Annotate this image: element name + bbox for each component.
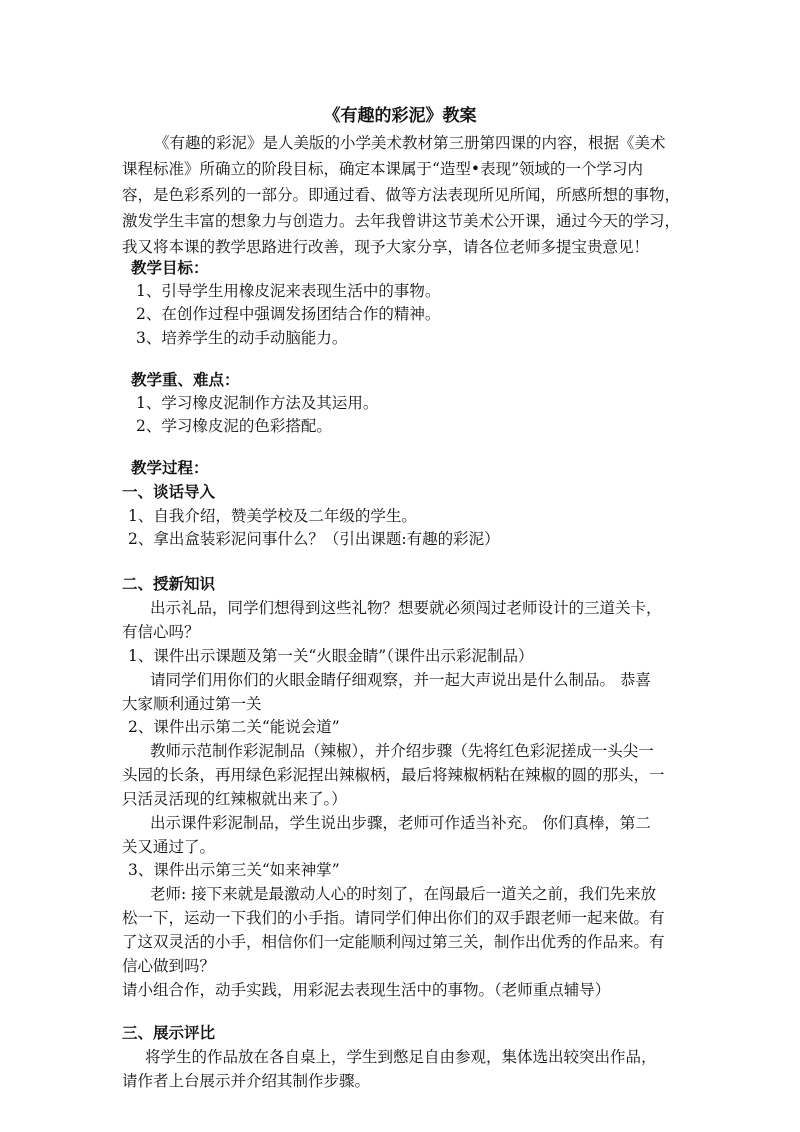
body-line: 出示课件彩泥制品，学生说出步骤，老师可作适当补充。 你们真棒，第二 xyxy=(150,814,651,832)
body-line: 将学生的作品放在各自桌上，学生到憋足自由参观，集体选出较突出作品， xyxy=(145,1048,657,1066)
intro-line: 激发学生丰富的想象力与创造力。去年我曾讲这节美术公开课，通过今天的学习， xyxy=(122,212,681,230)
body-line: 请同学们用你们的火眼金睛仔细观察，并一起大声说出是什么制品。 恭喜 xyxy=(150,671,651,689)
body-line: 了这双灵活的小手，相信你们一定能顺利闯过第三关，制作出优秀的作品来。有 xyxy=(122,933,665,951)
body-line: 2、课件出示第二关“能说会道” xyxy=(128,718,340,736)
body-line: 头园的长条，再用绿色彩泥捏出辣椒柄，最后将辣椒柄粘在辣椒的圆的那头，一 xyxy=(122,766,665,784)
body-line: 松一下，运动一下我们的小手指。请同学们伸出你们的双手跟老师一起来做。有 xyxy=(122,909,665,927)
body-line: 关又通过了。 xyxy=(122,838,216,856)
body-line: 信心做到吗？ xyxy=(122,957,216,975)
intro-line: 课程标准》所确立的阶段目标，确定本课属于“造型•表现”领域的一个学习内 xyxy=(122,160,643,178)
body-line: 有信心吗？ xyxy=(122,623,200,641)
document-title: 《有趣的彩泥》教案 xyxy=(323,106,477,126)
body-line: 只活灵活现的红辣椒就出来了。） xyxy=(122,790,347,808)
section-heading: 二、授新知识 xyxy=(122,574,216,593)
body-line: 请作者上台展示并介绍其制作步骤。 xyxy=(122,1072,371,1090)
intro-line: 容，是色彩系列的一部分。即通过看、做等方法表现所见所闻，所感所想的事物， xyxy=(122,186,681,204)
key-point-item: 1、学习橡皮泥制作方法及其运用。 xyxy=(136,394,379,412)
body-line: 大家顺利通过第一关 xyxy=(122,695,262,713)
list-item: 1、自我介绍，赞美学校及二年级的学生。 xyxy=(128,507,417,525)
body-line: 3、课件出示第三关“如来神掌” xyxy=(128,861,340,879)
goal-item: 2、在创作过程中强调发扬团结合作的精神。 xyxy=(136,305,441,323)
body-line: 请小组合作，动手实践，用彩泥去表现生活中的事物。（老师重点辅导） xyxy=(122,981,611,999)
list-item: 2、拿出盒装彩泥问事什么？（引出课题:有趣的彩泥） xyxy=(128,530,500,548)
goals-heading: 教学目标： xyxy=(131,258,209,277)
process-heading: 教学过程： xyxy=(131,458,209,477)
goal-item: 3、培养学生的动手动脑能力。 xyxy=(136,329,348,347)
body-line: 出示礼品，同学们想得到这些礼物？想要就必须闯过老师设计的三道关卡， xyxy=(150,599,662,617)
body-line: 老师: 接下来就是最激动人心的时刻了，在闯最后一道关之前，我们先来放 xyxy=(150,885,657,903)
body-line: 1、课件出示课题及第一关“火眼金睛”（课件出示彩泥制品） xyxy=(128,647,534,665)
body-line: 教师示范制作彩泥制品（辣椒），并介绍步骤（先将红色彩泥搓成一头尖一 xyxy=(150,742,654,760)
section-heading: 三、展示评比 xyxy=(122,1023,216,1042)
section-heading: 一、谈话导入 xyxy=(122,482,216,501)
intro-line: 《有趣的彩泥》是人美版的小学美术教材第三册第四课的内容，根据《美术 xyxy=(154,134,666,152)
key-points-heading: 教学重、难点： xyxy=(131,370,240,389)
key-point-item: 2、学习橡皮泥的色彩搭配。 xyxy=(136,417,332,435)
goal-item: 1、引导学生用橡皮泥来表现生活中的事物。 xyxy=(136,282,441,300)
intro-line: 我又将本课的教学思路进行改善，现予大家分享，请各位老师多提宝贵意见！ xyxy=(122,238,650,256)
